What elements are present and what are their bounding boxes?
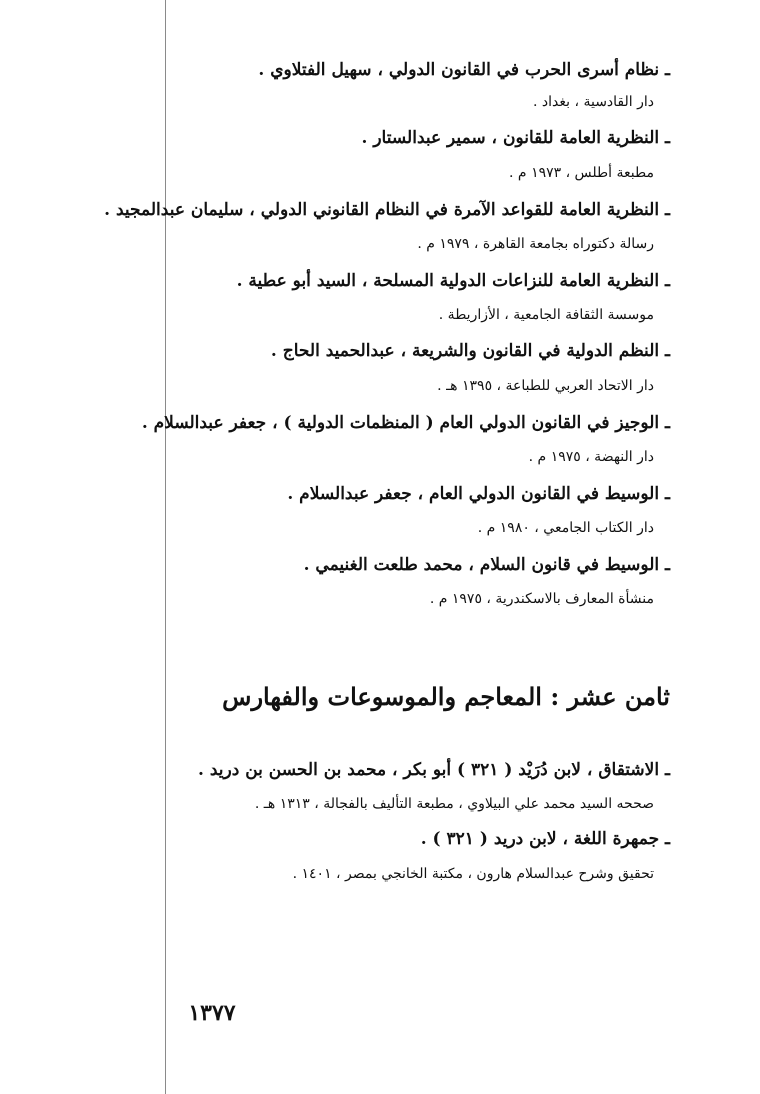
entry-publisher: رسالة دكتوراه بجامعة القاهرة ، ١٩٧٩ م .	[417, 236, 654, 252]
entry-publisher: دار القادسية ، بغداد .	[533, 94, 654, 110]
entry-publisher: تحقيق وشرح عبدالسلام هارون ، مكتبة الخانجي بمصر ، ١٤٠١ .	[292, 866, 654, 882]
entry-publisher: دار الاتحاد العربي للطباعة ، ١٣٩٥ هـ .	[437, 378, 654, 394]
entry-title: ـ النظرية العامة للقانون ، سمير عبدالستار .	[361, 128, 670, 148]
entry-title: ـ جمهرة اللغة ، لابن دريد ( ٣٢١ ) .	[420, 829, 670, 849]
entry-title: ـ الوجيز في القانون الدولي العام ( المنظمات الدولية ) ، جعفر عبدالسلام .	[141, 413, 670, 433]
entry-title: ـ الوسيط في القانون الدولي العام ، جعفر عبدالسلام .	[287, 484, 670, 504]
entry-publisher: دار النهضة ، ١٩٧٥ م .	[528, 449, 654, 465]
margin-rule	[165, 0, 166, 1094]
page-number: ١٣٧٧	[188, 1000, 236, 1026]
entry-publisher: موسسة الثقافة الجامعية ، الأزاريطة .	[438, 307, 654, 323]
entry-title: ـ الوسيط في قانون السلام ، محمد طلعت الغنيمي .	[303, 555, 670, 575]
entry-publisher: صححه السيد محمد علي البيلاوي ، مطبعة التأليف بالفجالة ، ١٣١٣ هـ .	[254, 796, 654, 812]
entry-title: ـ نظام أسرى الحرب في القانون الدولي ، سهيل الفتلاوي .	[258, 60, 670, 80]
entry-publisher: دار الكتاب الجامعي ، ١٩٨٠ م .	[477, 520, 654, 536]
document-page	[104, 0, 670, 1094]
entry-title: ـ الاشتقاق ، لابن دُرَيْد ( ٣٢١ ) أبو بكر ، محمد بن الحسن بن دريد .	[198, 760, 670, 780]
entry-title: ـ النظرية العامة للنزاعات الدولية المسلحة ، السيد أبو عطية .	[236, 271, 670, 291]
entry-publisher: منشأة المعارف بالاسكندرية ، ١٩٧٥ م .	[429, 591, 654, 607]
entry-title: ـ النظرية العامة للقواعد الآمرة في النظام القانوني الدولي ، سليمان عبدالمجيد .	[104, 200, 670, 220]
entry-title: ـ النظم الدولية في القانون والشريعة ، عبدالحميد الحاج .	[270, 341, 670, 361]
section-heading: ثامن عشر : المعاجم والموسوعات والفهارس	[222, 682, 670, 711]
entry-publisher: مطبعة أطلس ، ١٩٧٣ م .	[509, 165, 654, 181]
